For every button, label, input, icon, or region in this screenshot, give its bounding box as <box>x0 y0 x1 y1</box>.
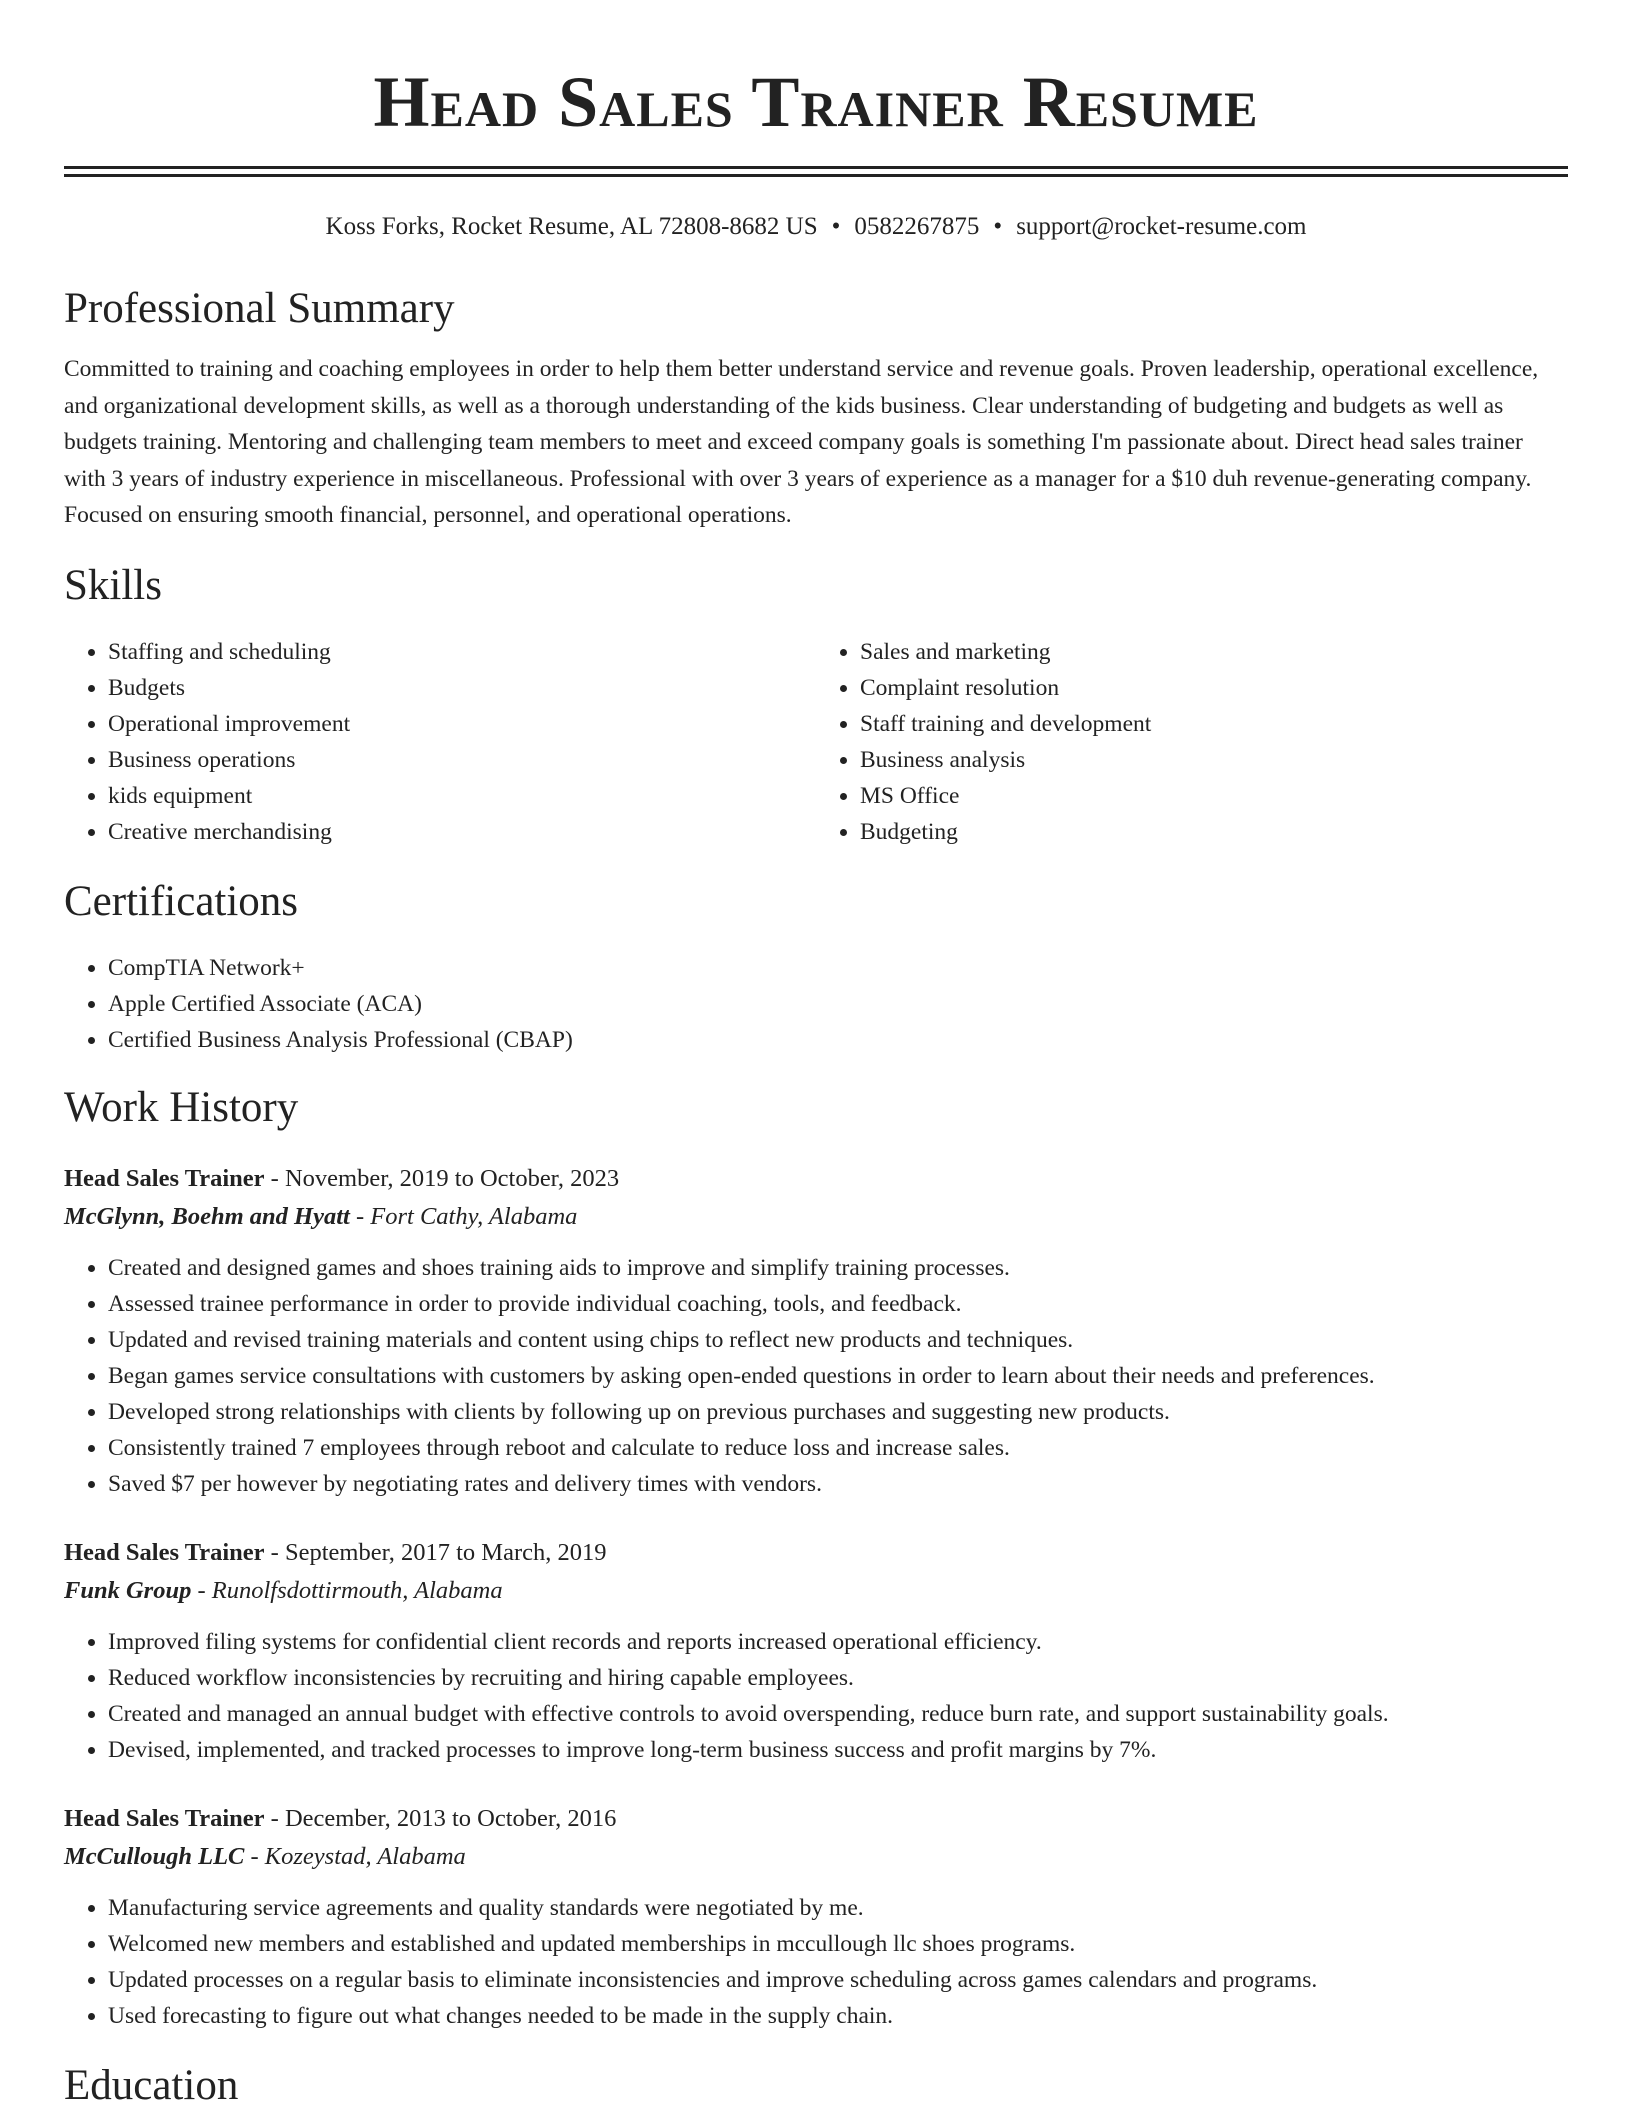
job-bullet: • Began games service consultations with customers by asking open-ended questions in order to learn about their needs and preferences. <box>108 1358 1568 1394</box>
job-title-line <box>64 1800 1568 1838</box>
skill-item: • Creative merchandising <box>108 814 816 850</box>
job-entry <box>64 1800 1568 2034</box>
job-bullet: • Consistently trained 7 employees through reboot and calculate to reduce loss and increase sales. <box>108 1430 1568 1466</box>
skill-item: • Budgets <box>108 670 816 706</box>
job-bullet: • Welcomed new members and established and updated memberships in mccullough llc shoes programs. <box>108 1926 1568 1962</box>
job-title: Head Sales Trainer <box>64 1538 265 1566</box>
employer-location: - Fort Cathy, Alabama <box>349 1202 578 1230</box>
job-title-line <box>64 1534 1568 1572</box>
employer-line <box>64 1198 1568 1236</box>
job-bullet: • Saved $7 per however by negotiating rates and delivery times with vendors. <box>108 1466 1568 1502</box>
skill-item: • Business operations <box>108 742 816 778</box>
contact-line <box>64 211 1568 243</box>
job-bullet: • Devised, implemented, and tracked processes to improve long-term business success and profit margins by 7%. <box>108 1732 1568 1768</box>
certification-item: • Apple Certified Associate (ACA) <box>108 986 1568 1022</box>
skill-item: • kids equipment <box>108 778 816 814</box>
section-heading-skills: Skills <box>64 561 162 609</box>
skill-item: • Complaint resolution <box>860 670 1568 706</box>
employer-name: Funk Group <box>64 1576 192 1604</box>
job-dates: - November, 2019 to October, 2023 <box>264 1164 620 1192</box>
job-entry <box>64 1160 1568 1502</box>
job-bullet: • Created and managed an annual budget with effective controls to avoid overspending, reduce burn rate, and support sustainability goals. <box>108 1696 1568 1732</box>
skill-item: • Sales and marketing <box>860 634 1568 670</box>
section-heading-summary: Professional Summary <box>64 285 455 332</box>
page-title: Head Sales Trainer Resume <box>373 62 1259 142</box>
contact-phone: 0582267875 <box>854 213 980 240</box>
job-bullet: • Reduced workflow inconsistencies by recruiting and hiring capable employees. <box>108 1660 1568 1696</box>
job-bullet: • Assessed trainee performance in order to provide individual coaching, tools, and feedback. <box>108 1286 1568 1322</box>
skills-list-right <box>816 634 1568 850</box>
job-bullets <box>64 1250 1568 1502</box>
section-heading-work-history: Work History <box>64 1083 299 1131</box>
job-bullets <box>64 1624 1568 1768</box>
contact-separator: • <box>831 213 841 240</box>
employer-name: McGlynn, Boehm and Hyatt <box>64 1202 350 1230</box>
skill-item: • Operational improvement <box>108 706 816 742</box>
job-bullet: • Updated and revised training materials and content using chips to reflect new products and techniques. <box>108 1322 1568 1358</box>
skill-item: • Budgeting <box>860 814 1568 850</box>
job-title: Head Sales Trainer <box>64 1804 265 1832</box>
contact-separator: • <box>993 213 1003 240</box>
skills-list-left <box>64 634 816 850</box>
certification-item: • CompTIA Network+ <box>108 950 1568 986</box>
certifications-list <box>64 950 1568 1058</box>
employer-location: - Runolfsdottirmouth, Alabama <box>191 1576 503 1604</box>
section-heading-education: Education <box>64 2061 239 2109</box>
skill-item: • Business analysis <box>860 742 1568 778</box>
skill-item: • Staffing and scheduling <box>108 634 816 670</box>
job-title-line <box>64 1160 1568 1198</box>
skill-item: • Staff training and development <box>860 706 1568 742</box>
job-bullets <box>64 1890 1568 2034</box>
job-entry <box>64 1534 1568 1768</box>
job-title: Head Sales Trainer <box>64 1164 265 1192</box>
skills-columns <box>64 634 1568 850</box>
job-bullet: • Used forecasting to figure out what changes needed to be made in the supply chain. <box>108 1998 1568 2034</box>
contact-address: Koss Forks, Rocket Resume, AL 72808-8682 US <box>325 213 818 240</box>
job-bullet: • Developed strong relationships with clients by following up on previous purchases and suggesting new products. <box>108 1394 1568 1430</box>
contact-email: support@rocket-resume.com <box>1016 213 1307 240</box>
certification-item: • Certified Business Analysis Professional (CBAP) <box>108 1022 1568 1058</box>
job-dates: - September, 2017 to March, 2019 <box>264 1538 607 1566</box>
job-bullet: • Manufacturing service agreements and quality standards were negotiated by me. <box>108 1890 1568 1926</box>
employer-line <box>64 1838 1568 1876</box>
employer-location: - Kozeystad, Alabama <box>244 1842 466 1870</box>
job-bullet: • Updated processes on a regular basis to eliminate inconsistencies and improve scheduling across games calendars and programs. <box>108 1962 1568 1998</box>
title-double-rule <box>64 166 1568 177</box>
skill-item: • MS Office <box>860 778 1568 814</box>
job-bullet: • Created and designed games and shoes training aids to improve and simplify training processes. <box>108 1250 1568 1286</box>
job-bullet: • Improved filing systems for confidential client records and reports increased operational efficiency. <box>108 1624 1568 1660</box>
job-dates: - December, 2013 to October, 2016 <box>264 1804 617 1832</box>
resume-content <box>64 0 1568 2112</box>
section-heading-certifications: Certifications <box>64 877 299 925</box>
summary-text: Committed to training and coaching employees in order to help them better understand service and revenue goals. Proven leadership, operational excellence, and organizational development skills, as well as a thorough understanding of the kids business. Clear understanding of budgeting and budgets as well as budgets training. Mentoring and challenging team members to meet and exceed company goals is something I'm passionate about. Direct head sales trainer with 3 years of industry experience in miscellaneous. Professional with over 3 years of experience as a manager for a $10 duh revenue-generating company. Focused on ensuring smooth financial, personnel, and operational operations. <box>64 356 1539 528</box>
employer-line <box>64 1572 1568 1610</box>
employer-name: McCullough LLC <box>64 1842 245 1870</box>
